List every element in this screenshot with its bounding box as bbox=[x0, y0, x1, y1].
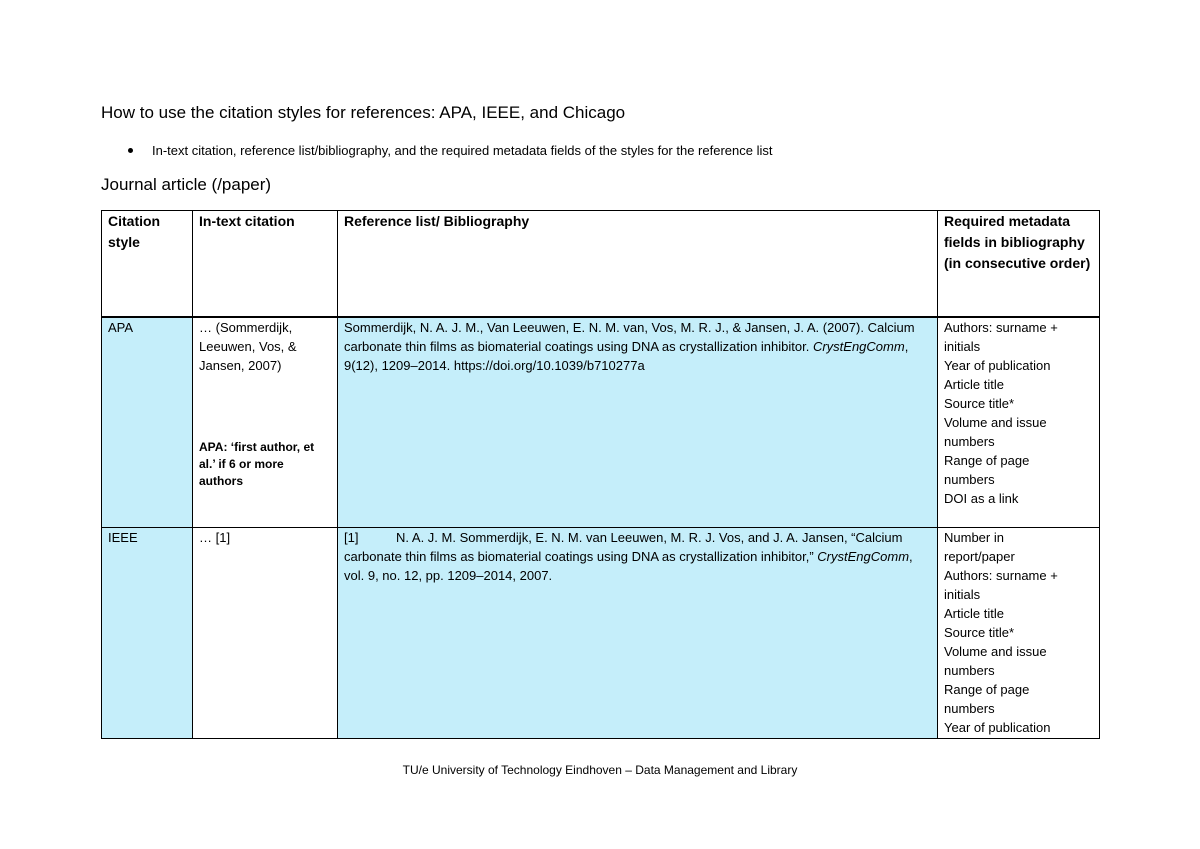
bullet-text: In-text citation, reference list/bibliography, and the required metadata fields of the styles for the reference list bbox=[152, 143, 773, 158]
apa-intext-cell bbox=[193, 317, 338, 528]
apa-fields-cell bbox=[938, 317, 1100, 528]
apa-field-line: Source title* bbox=[944, 395, 1015, 411]
ieee-style-cell: IEEE bbox=[102, 528, 193, 739]
apa-field-line: Volume and issue bbox=[944, 414, 1047, 430]
citation-table bbox=[101, 210, 1100, 739]
apa-field-line: Year of publication bbox=[944, 357, 1051, 373]
ieee-field-line: Volume and issue bbox=[944, 644, 1047, 659]
header-required-fields-order: (in consecutive order) bbox=[944, 255, 1091, 271]
ieee-field-line: Number in bbox=[944, 530, 1004, 545]
apa-ref-journal: CrystEngComm bbox=[812, 338, 905, 354]
page-footer: TU/e University of Technology Eindhoven – Data Management and Library bbox=[402, 763, 798, 777]
apa-field-line: numbers bbox=[944, 471, 995, 487]
ieee-intext-cell: … [1] bbox=[193, 528, 338, 739]
header-required-fields-main: Required metadata fields in bibliography bbox=[944, 213, 1085, 250]
header-required-fields bbox=[938, 211, 1100, 317]
ieee-field-line: Source title* bbox=[944, 625, 1015, 640]
apa-style-cell: APA bbox=[102, 317, 193, 528]
apa-field-line: Article title bbox=[944, 376, 1004, 392]
header-in-text-citation: In-text citation bbox=[193, 211, 338, 317]
apa-field-line: DOI as a link bbox=[944, 490, 1019, 506]
ieee-fields-cell bbox=[938, 528, 1100, 739]
apa-field-line: initials bbox=[944, 338, 981, 354]
apa-intext-example: … (Sommerdijk, Leeuwen, Vos, & Jansen, 2007) bbox=[199, 319, 297, 373]
ieee-reference-cell bbox=[338, 528, 938, 739]
ieee-field-line: Article title bbox=[944, 606, 1004, 621]
ieee-ref-label: [1] bbox=[344, 530, 359, 545]
header-citation-style: Citation style bbox=[102, 211, 193, 317]
ieee-field-line: numbers bbox=[944, 663, 995, 678]
apa-field-line: Authors: surname + bbox=[944, 319, 1058, 335]
apa-field-line: Range of page bbox=[944, 452, 1030, 468]
table-row-apa bbox=[102, 317, 1100, 528]
ieee-field-line: Year of publication bbox=[944, 720, 1051, 735]
ieee-fields-list bbox=[944, 528, 1093, 737]
ieee-field-line: Authors: surname + bbox=[944, 568, 1058, 583]
page-title: How to use the citation styles for references: APA, IEEE, and Chicago bbox=[101, 103, 626, 122]
section-subtitle: Journal article (/paper) bbox=[101, 175, 272, 194]
ieee-ref-text: N. A. J. M. Sommerdijk, E. N. M. van Leeuwen, M. R. J. Vos, and J. A. Jansen, “Calcium carbonate thin films as biomaterial coatings using DNA as crystallization inhibitor,” bbox=[344, 530, 903, 564]
apa-ref-text: Sommerdijk, N. A. J. M., Van Leeuwen, E. N. M. van, Vos, M. R. J., & Jansen, J. A. (2007). Calcium carbonate thin films as biomaterial coatings using DNA as crystallization inhibitor. bbox=[344, 319, 915, 354]
apa-field-line: numbers bbox=[944, 433, 995, 449]
ieee-field-line: numbers bbox=[944, 701, 995, 716]
table-row-ieee bbox=[102, 528, 1100, 739]
table-header-row bbox=[102, 211, 1100, 317]
header-reference-list: Reference list/ Bibliography bbox=[338, 211, 938, 317]
ieee-ref-journal: CrystEngComm bbox=[817, 549, 910, 564]
apa-reference-cell bbox=[338, 317, 938, 528]
apa-ref-details: , 9(12), 1209–2014. https://doi.org/10.1039/b710277a bbox=[344, 338, 909, 373]
ieee-field-line: report/paper bbox=[944, 549, 1015, 564]
ieee-field-line: initials bbox=[944, 587, 981, 602]
apa-fields-list bbox=[944, 318, 1093, 508]
ieee-ref-details: , vol. 9, no. 12, pp. 1209–2014, 2007. bbox=[344, 549, 913, 583]
ieee-field-line: Range of page bbox=[944, 682, 1030, 697]
bullet-dot-icon bbox=[128, 148, 133, 153]
apa-intext-note: APA: ‘first author, et al.’ if 6 or more authors bbox=[199, 439, 315, 488]
